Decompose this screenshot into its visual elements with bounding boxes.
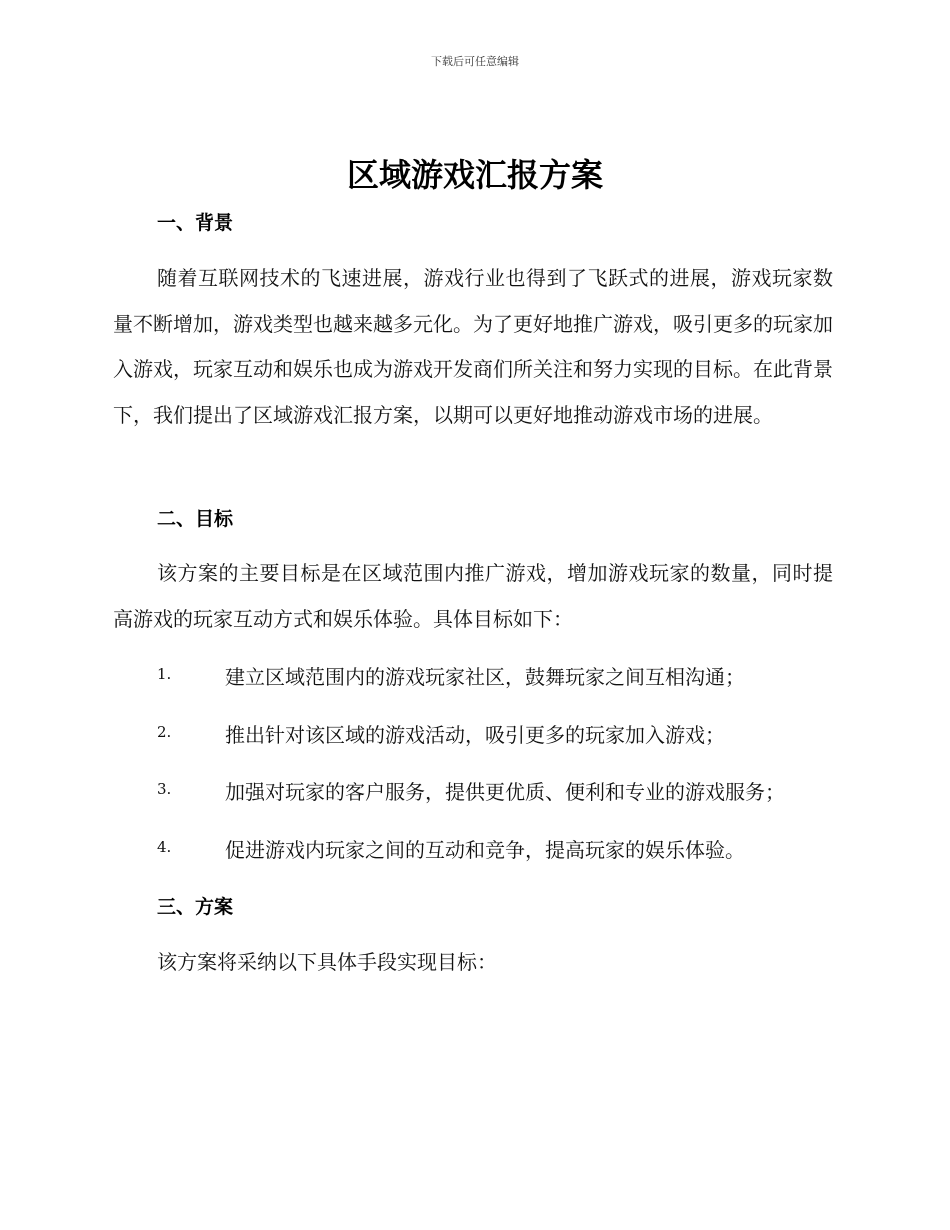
list-number: 4. xyxy=(157,838,172,856)
list-text: 加强对玩家的客户服务，提供更优质、便利和专业的游戏服务； xyxy=(225,780,785,804)
list-text: 促进游戏内玩家之间的互动和竞争，提高玩家的娱乐体验。 xyxy=(225,838,745,862)
header-note: 下载后可任意编辑 xyxy=(431,55,519,68)
list-item xyxy=(157,661,837,691)
section-heading-background: 一、背景 xyxy=(157,212,234,234)
list-text: 推出针对该区域的游戏活动，吸引更多的玩家加入游戏； xyxy=(225,723,725,747)
list-number: 3. xyxy=(157,780,172,798)
plan-paragraph: 该方案将采纳以下具体手段实现目标： xyxy=(157,950,497,974)
goals-paragraph: 该方案的主要目标是在区域范围内推广游戏，增加游戏玩家的数量，同时提高游戏的玩家互动方式和娱乐体验。具体目标如下： xyxy=(113,561,833,631)
list-item xyxy=(157,834,837,864)
background-paragraph: 随着互联网技术的飞速进展，游戏行业也得到了飞跃式的进展，游戏玩家数量不断增加，游戏类型也越来越多元化。为了更好地推广游戏，吸引更多的玩家加入游戏，玩家互动和娱乐也成为游戏开发商们所关注和努力实现的目标。在此背景下，我们提出了区域游戏汇报方案，以期可以更好地推动游戏市场的进展。 xyxy=(113,266,833,427)
list-item xyxy=(157,719,837,749)
section-heading-plan: 三、方案 xyxy=(157,896,234,918)
list-number: 1. xyxy=(157,665,172,683)
document-title: 区域游戏汇报方案 xyxy=(346,156,603,194)
section-heading-goals: 二、目标 xyxy=(157,508,234,530)
list-item xyxy=(157,776,837,806)
list-number: 2. xyxy=(157,723,172,741)
list-text: 建立区域范围内的游戏玩家社区，鼓舞玩家之间互相沟通； xyxy=(225,665,745,689)
